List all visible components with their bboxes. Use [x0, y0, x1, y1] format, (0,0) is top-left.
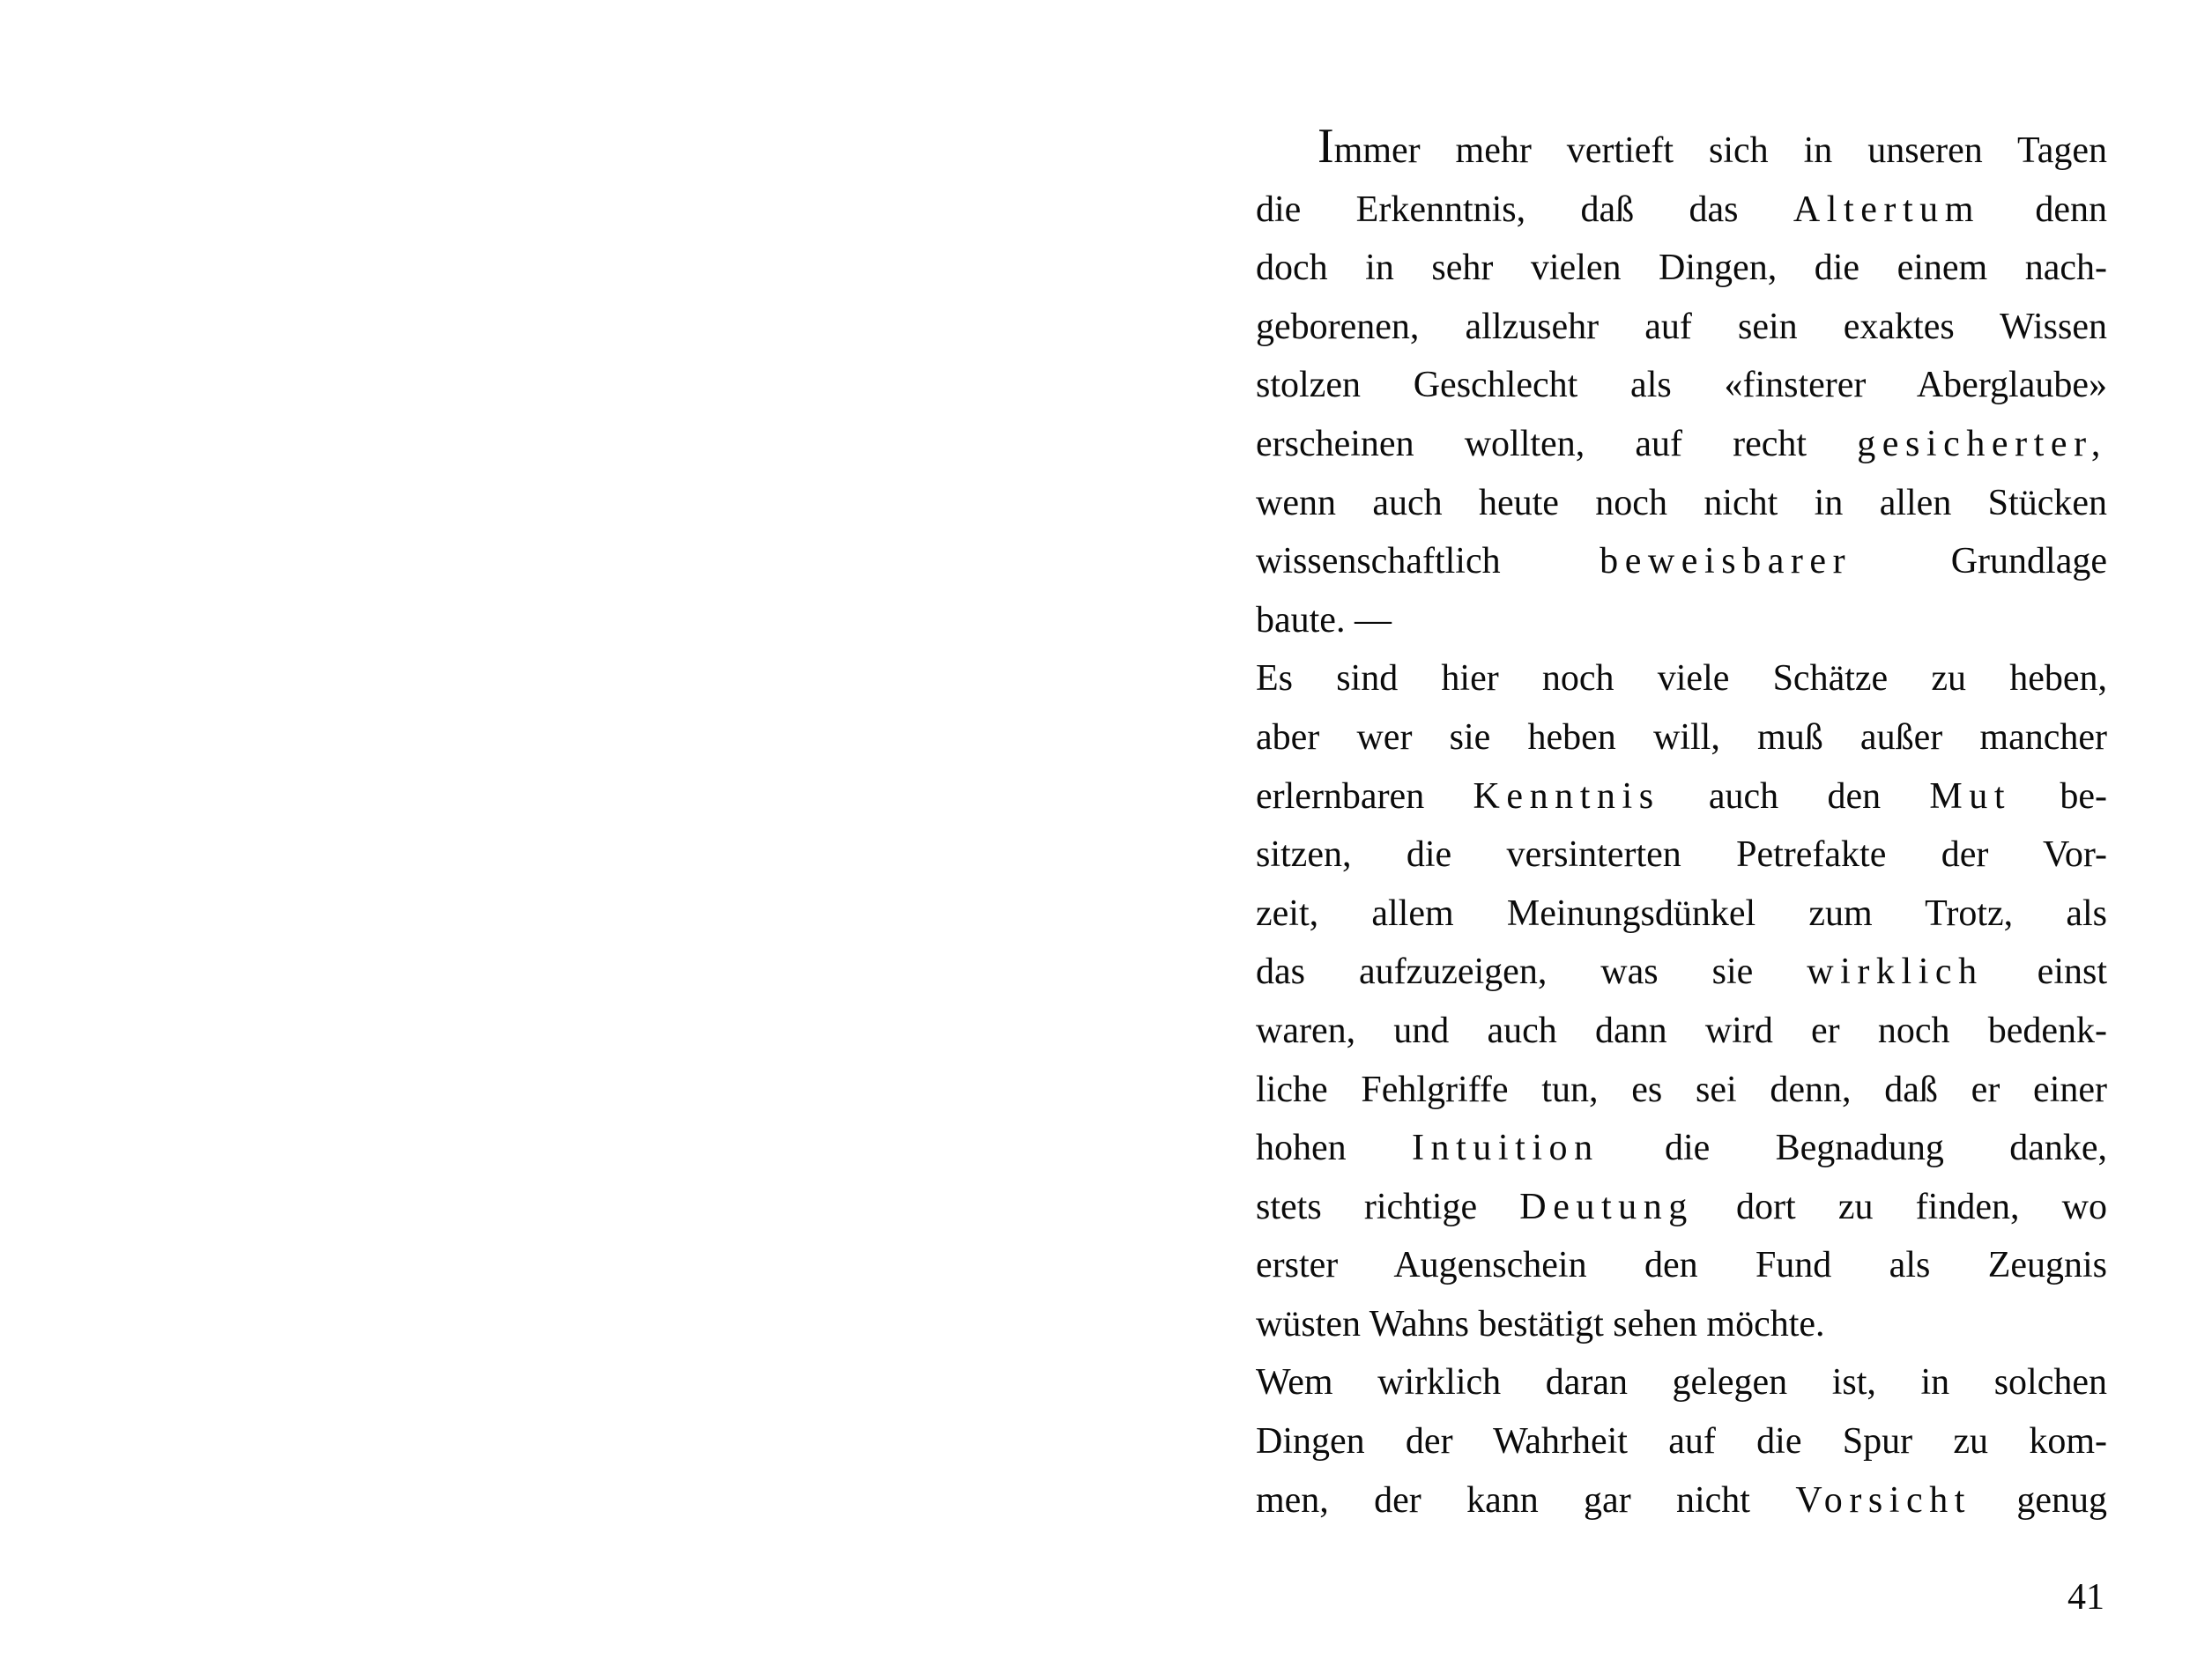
text-segment: auch den — [1659, 775, 1930, 817]
text-segment: erscheinen wollten, auf recht — [1256, 423, 1858, 464]
text-segment: die Begnadung danke, — [1599, 1128, 2107, 1169]
text-segment: baute. — — [1256, 599, 1392, 641]
text-line — [1256, 239, 2107, 298]
text-line — [1256, 767, 2107, 826]
text-line — [1256, 474, 2107, 533]
text-line — [1256, 1236, 2107, 1295]
text-segment: waren, und auch dann wird er noch bedenk- — [1256, 1010, 2107, 1051]
text-segment: be- — [2011, 775, 2107, 817]
text-segment: stolzen Geschlecht als «finsterer Aberglaube» — [1256, 365, 2107, 406]
text-segment: denn — [1979, 189, 2107, 230]
text-line — [1256, 532, 2107, 591]
text-line — [1256, 181, 2107, 240]
text-segment: erlernbaren — [1256, 775, 1473, 817]
text-segment: hohen — [1256, 1128, 1412, 1169]
text-segment: aber wer sie heben will, muß außer mancher — [1256, 716, 2107, 758]
text-line — [1256, 591, 2107, 650]
text-line — [1256, 1412, 2107, 1471]
text-line — [1256, 1353, 2107, 1412]
text-segment: das aufzuzeigen, was sie — [1256, 952, 1807, 993]
text-segment: Grundlage — [1852, 541, 2107, 582]
text-segment: Intuition — [1411, 1128, 1600, 1169]
initial-capital: I — [1318, 122, 1334, 174]
text-segment: men, der kann gar nicht — [1256, 1479, 1796, 1521]
text-segment: wirklich — [1807, 952, 1984, 993]
text-line — [1256, 415, 2107, 474]
text-segment: liche Fehlgriffe tun, es sei denn, daß er einer — [1256, 1069, 2107, 1110]
text-segment: genug — [1971, 1479, 2107, 1521]
text-segment: Vorsicht — [1795, 1479, 1972, 1521]
text-line — [1256, 356, 2107, 415]
text-line — [1256, 943, 2107, 1002]
page-number: 41 — [2067, 1577, 2104, 1618]
text-segment: dort zu finden, wo — [1693, 1186, 2107, 1227]
text-line — [1256, 1061, 2107, 1120]
text-segment: wissenschaftlich — [1256, 541, 1600, 582]
text-line — [1256, 826, 2107, 885]
text-segment: mmer mehr vertieft sich in unseren Tagen — [1333, 130, 2107, 171]
text-line — [1256, 1119, 2107, 1178]
text-segment: Altertum — [1793, 189, 1980, 230]
text-segment: erster Augenschein den Fund als Zeugnis — [1256, 1245, 2107, 1286]
text-line — [1256, 649, 2107, 708]
text-segment: geborenen, allzusehr auf sein exaktes Wissen — [1256, 306, 2107, 347]
text-line — [1256, 1178, 2107, 1237]
page-text-block — [1256, 122, 2107, 1530]
text-segment: zeit, allem Meinungsdünkel zum Trotz, als — [1256, 893, 2107, 934]
text-segment: Kenntnis — [1473, 775, 1660, 817]
text-segment: Dingen der Wahrheit auf die Spur zu kom- — [1256, 1421, 2107, 1463]
text-segment: einst — [1983, 952, 2107, 993]
text-segment: Wem wirklich daran gelegen ist, in solchen — [1256, 1362, 2107, 1404]
text-line — [1256, 298, 2107, 357]
text-line — [1256, 122, 2107, 181]
text-line — [1256, 1002, 2107, 1061]
text-segment: Deutung — [1519, 1186, 1694, 1227]
text-segment: wenn auch heute noch nicht in allen Stücken — [1256, 482, 2107, 523]
text-segment: beweisbarer — [1600, 541, 1852, 582]
text-segment: stets richtige — [1256, 1186, 1520, 1227]
text-line — [1256, 1295, 2107, 1354]
text-segment: doch in sehr vielen Dingen, die einem nach- — [1256, 248, 2107, 289]
text-line — [1256, 885, 2107, 944]
text-segment: wüsten Wahns bestätigt sehen möchte. — [1256, 1303, 1825, 1344]
text-line — [1256, 1471, 2107, 1530]
text-segment: die Erkenntnis, daß das — [1256, 189, 1793, 230]
text-segment: Es sind hier noch viele Schätze zu heben, — [1256, 658, 2107, 700]
text-segment: sitzen, die versinterten Petrefakte der Vor- — [1256, 834, 2107, 876]
text-segment: gesicherter, — [1857, 423, 2107, 464]
text-segment: Mut — [1929, 775, 2012, 817]
text-line — [1256, 708, 2107, 767]
